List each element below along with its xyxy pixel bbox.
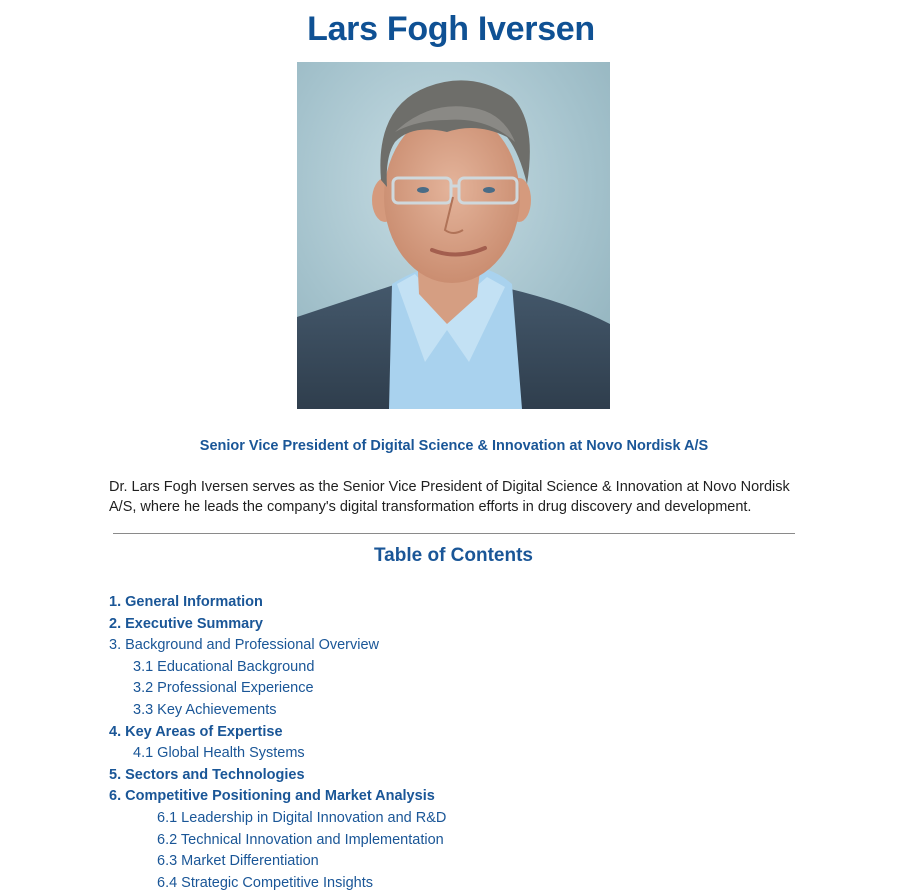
toc-link[interactable]: 4. Key Areas of Expertise [109,723,283,740]
toc-link[interactable]: 2. Executive Summary [109,615,263,632]
table-of-contents [109,592,446,894]
page-title: Lars Fogh Iversen [307,10,595,48]
toc-link[interactable]: 3.3 Key Achievements [133,701,277,718]
toc-item [109,873,446,894]
toc-item [109,851,446,873]
toc-item [109,592,446,614]
portrait-image [297,62,610,409]
toc-link[interactable]: 3.2 Professional Experience [133,680,314,697]
toc-item [109,678,446,700]
toc-link[interactable]: 4.1 Global Health Systems [133,745,305,762]
toc-link[interactable]: 6.3 Market Differentiation [157,853,319,870]
toc-item [109,700,446,722]
section-divider [113,533,795,534]
toc-item [109,786,446,808]
profile-photo [297,62,610,409]
toc-link[interactable]: 6.4 Strategic Competitive Insights [157,874,373,891]
toc-item [109,743,446,765]
toc-link[interactable]: 6.1 Leadership in Digital Innovation and R&D [157,809,447,826]
toc-item [109,635,446,657]
toc-item [109,722,446,744]
toc-link[interactable]: 6. Competitive Positioning and Market Analysis [109,788,435,805]
toc-item [109,830,446,852]
toc-link[interactable]: 3. Background and Professional Overview [109,637,380,654]
toc-link[interactable]: 1. General Information [109,594,263,610]
toc-item [109,657,446,679]
toc-link[interactable]: 5. Sectors and Technologies [109,766,305,783]
toc-item [109,765,446,787]
intro-paragraph: Dr. Lars Fogh Iversen serves as the Senior Vice President of Digital Science & Innovation at Novo Nordisk A/S, where he leads the company's digital transformation efforts in drug discovery and development. [109,479,790,515]
toc-link[interactable]: 3.1 Educational Background [133,658,315,675]
toc-title: Table of Contents [373,545,534,566]
toc-item [109,614,446,636]
headline: Senior Vice President of Digital Science & Innovation at Novo Nordisk A/S [199,438,709,454]
toc-link[interactable]: 6.2 Technical Innovation and Implementation [157,831,444,848]
toc-item [109,808,446,830]
